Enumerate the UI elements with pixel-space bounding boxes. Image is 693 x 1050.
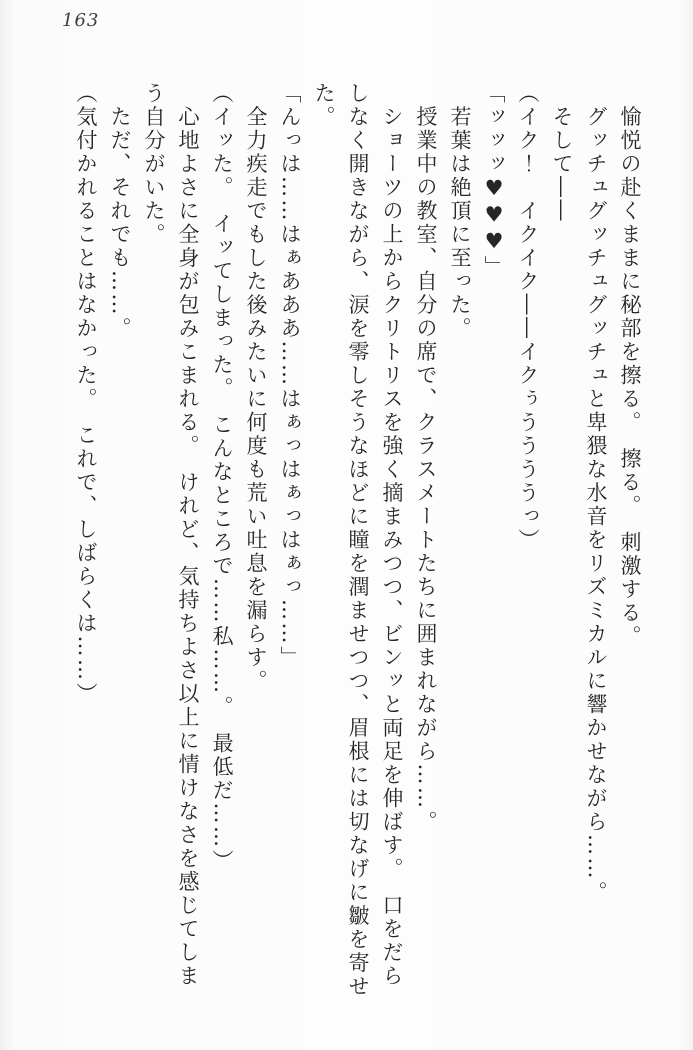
paragraph-8: ショーツの上からクリトリスを強く摘まみつつ、ビンッと両足を伸ばす。 口をだらしなく開きながら、涙を零しそうなほどに瞳を潤ませつつ、眉根には切なげに皺を寄せた。 bbox=[312, 82, 404, 999]
paragraph-10: 全力疾走でもした後みたいに何度も荒い吐息を漏らす。 bbox=[244, 82, 268, 693]
paragraph-3: そして―― bbox=[550, 82, 574, 223]
paragraph-4: （イク！ イクイク――イクぅううううっ） bbox=[516, 82, 540, 552]
paragraph-11: （イッた。 イッてしまった。 こんなところで……私……。 最低だ……） bbox=[210, 82, 234, 873]
paragraph-1: 愉悦の赴くままに秘部を擦る。 擦る。 刺激する。 bbox=[618, 82, 642, 649]
paragraph-14: （気付かれることはなかった。 これで、しばらくは……） bbox=[74, 82, 98, 706]
paragraph-7: 授業中の教室、自分の席で、クラスメートたちに囲まれながら……。 bbox=[414, 82, 438, 834]
paragraph-6: 若葉は絶頂に至った。 bbox=[448, 82, 472, 341]
paragraph-12: 心地よさに全身が包みこまれる。 けれど、気持ちよさ以上に情けなさを感じてしまう自分がいた。 bbox=[142, 82, 200, 988]
paragraph-5: 「ッッッ♥♥♥」 bbox=[482, 82, 506, 279]
paragraph-9: 「んっは……はぁあああ……はぁっはぁっはぁっ……」 bbox=[278, 82, 302, 670]
paragraph-2: グッチュグッチュグッチュと卑猥な水音をリズミカルに響かせながら……。 bbox=[584, 82, 608, 905]
page-text bbox=[41, 82, 647, 1004]
paragraph-13: ただ、それでも……。 bbox=[108, 82, 132, 341]
page-number: 163 bbox=[62, 10, 100, 31]
